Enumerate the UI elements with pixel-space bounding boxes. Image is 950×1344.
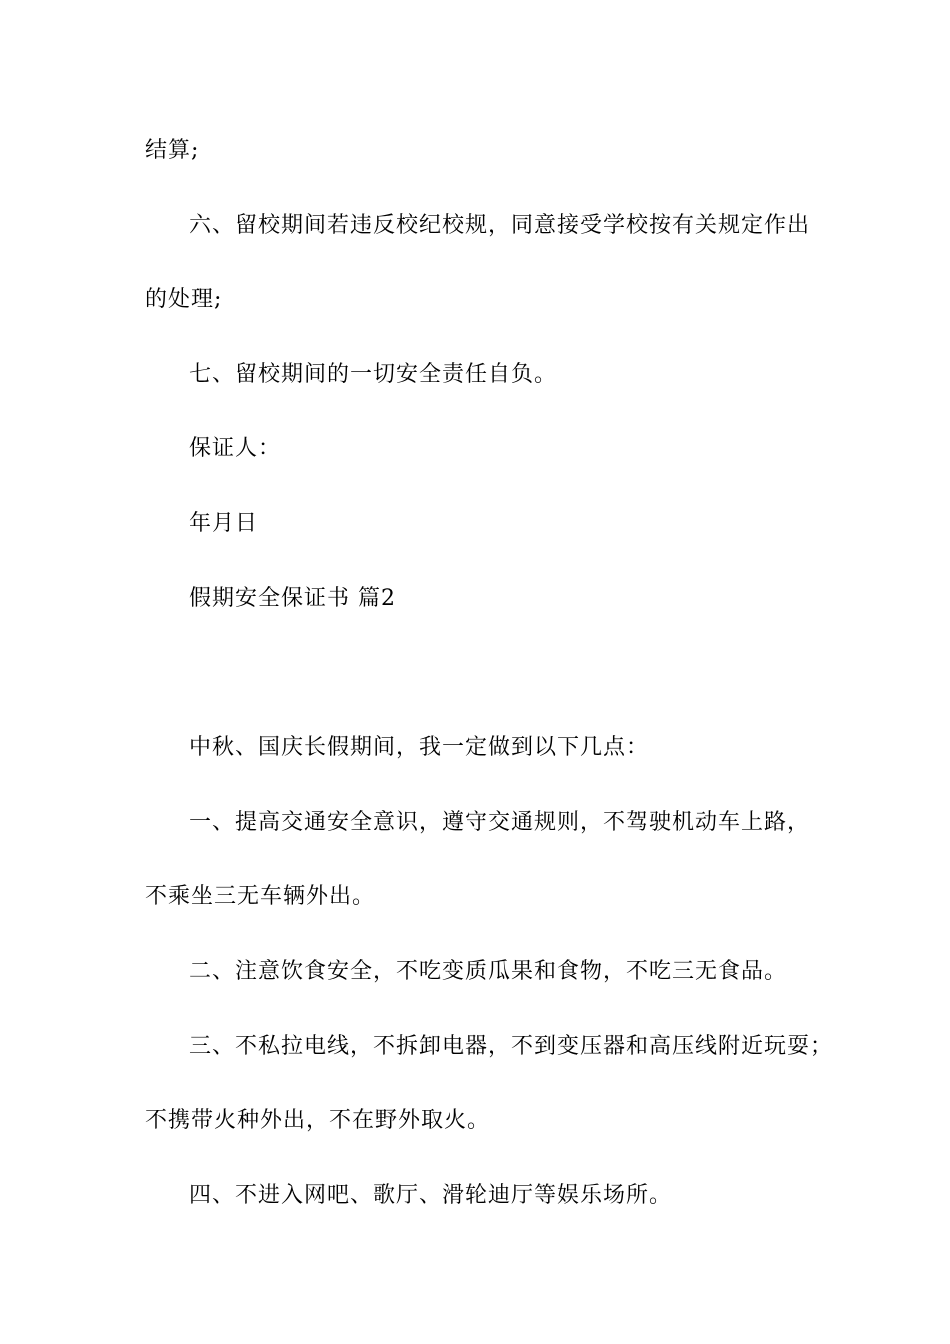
text-line-item-seven: 七、留校期间的一切安全责任自负。 (189, 362, 558, 387)
text-line-item-four: 四、不进入网吧、歌厅、滑轮迪厅等娱乐场所。 (189, 1183, 673, 1208)
text-line-item-three-cont: 不携带火种外出，不在野外取火。 (145, 1108, 491, 1133)
text-line-item-one: 一、提高交通安全意识，遵守交通规则，不驾驶机动车上路， (189, 810, 811, 835)
text-line-date: 年月日 (189, 511, 259, 536)
text-line-item-six-cont: 的处理; (145, 287, 223, 312)
text-line-item-six: 六、留校期间若违反校纪校规，同意接受学校按有关规定作出 (189, 213, 811, 238)
text-line-settlement: 结算; (145, 138, 200, 163)
text-line-item-one-cont: 不乘坐三无车辆外出。 (145, 884, 376, 909)
text-line-item-three: 三、不私拉电线，不拆卸电器，不到变压器和高压线附近玩耍； (189, 1034, 834, 1059)
text-line-guarantor: 保证人： (189, 436, 282, 461)
text-line-intro: 中秋、国庆长假期间，我一定做到以下几点： (189, 735, 650, 760)
section-heading-part2: 假期安全保证书 篇2 (189, 586, 396, 611)
text-line-item-two: 二、注意饮食安全，不吃变质瓜果和食物，不吃三无食品。 (189, 959, 788, 984)
